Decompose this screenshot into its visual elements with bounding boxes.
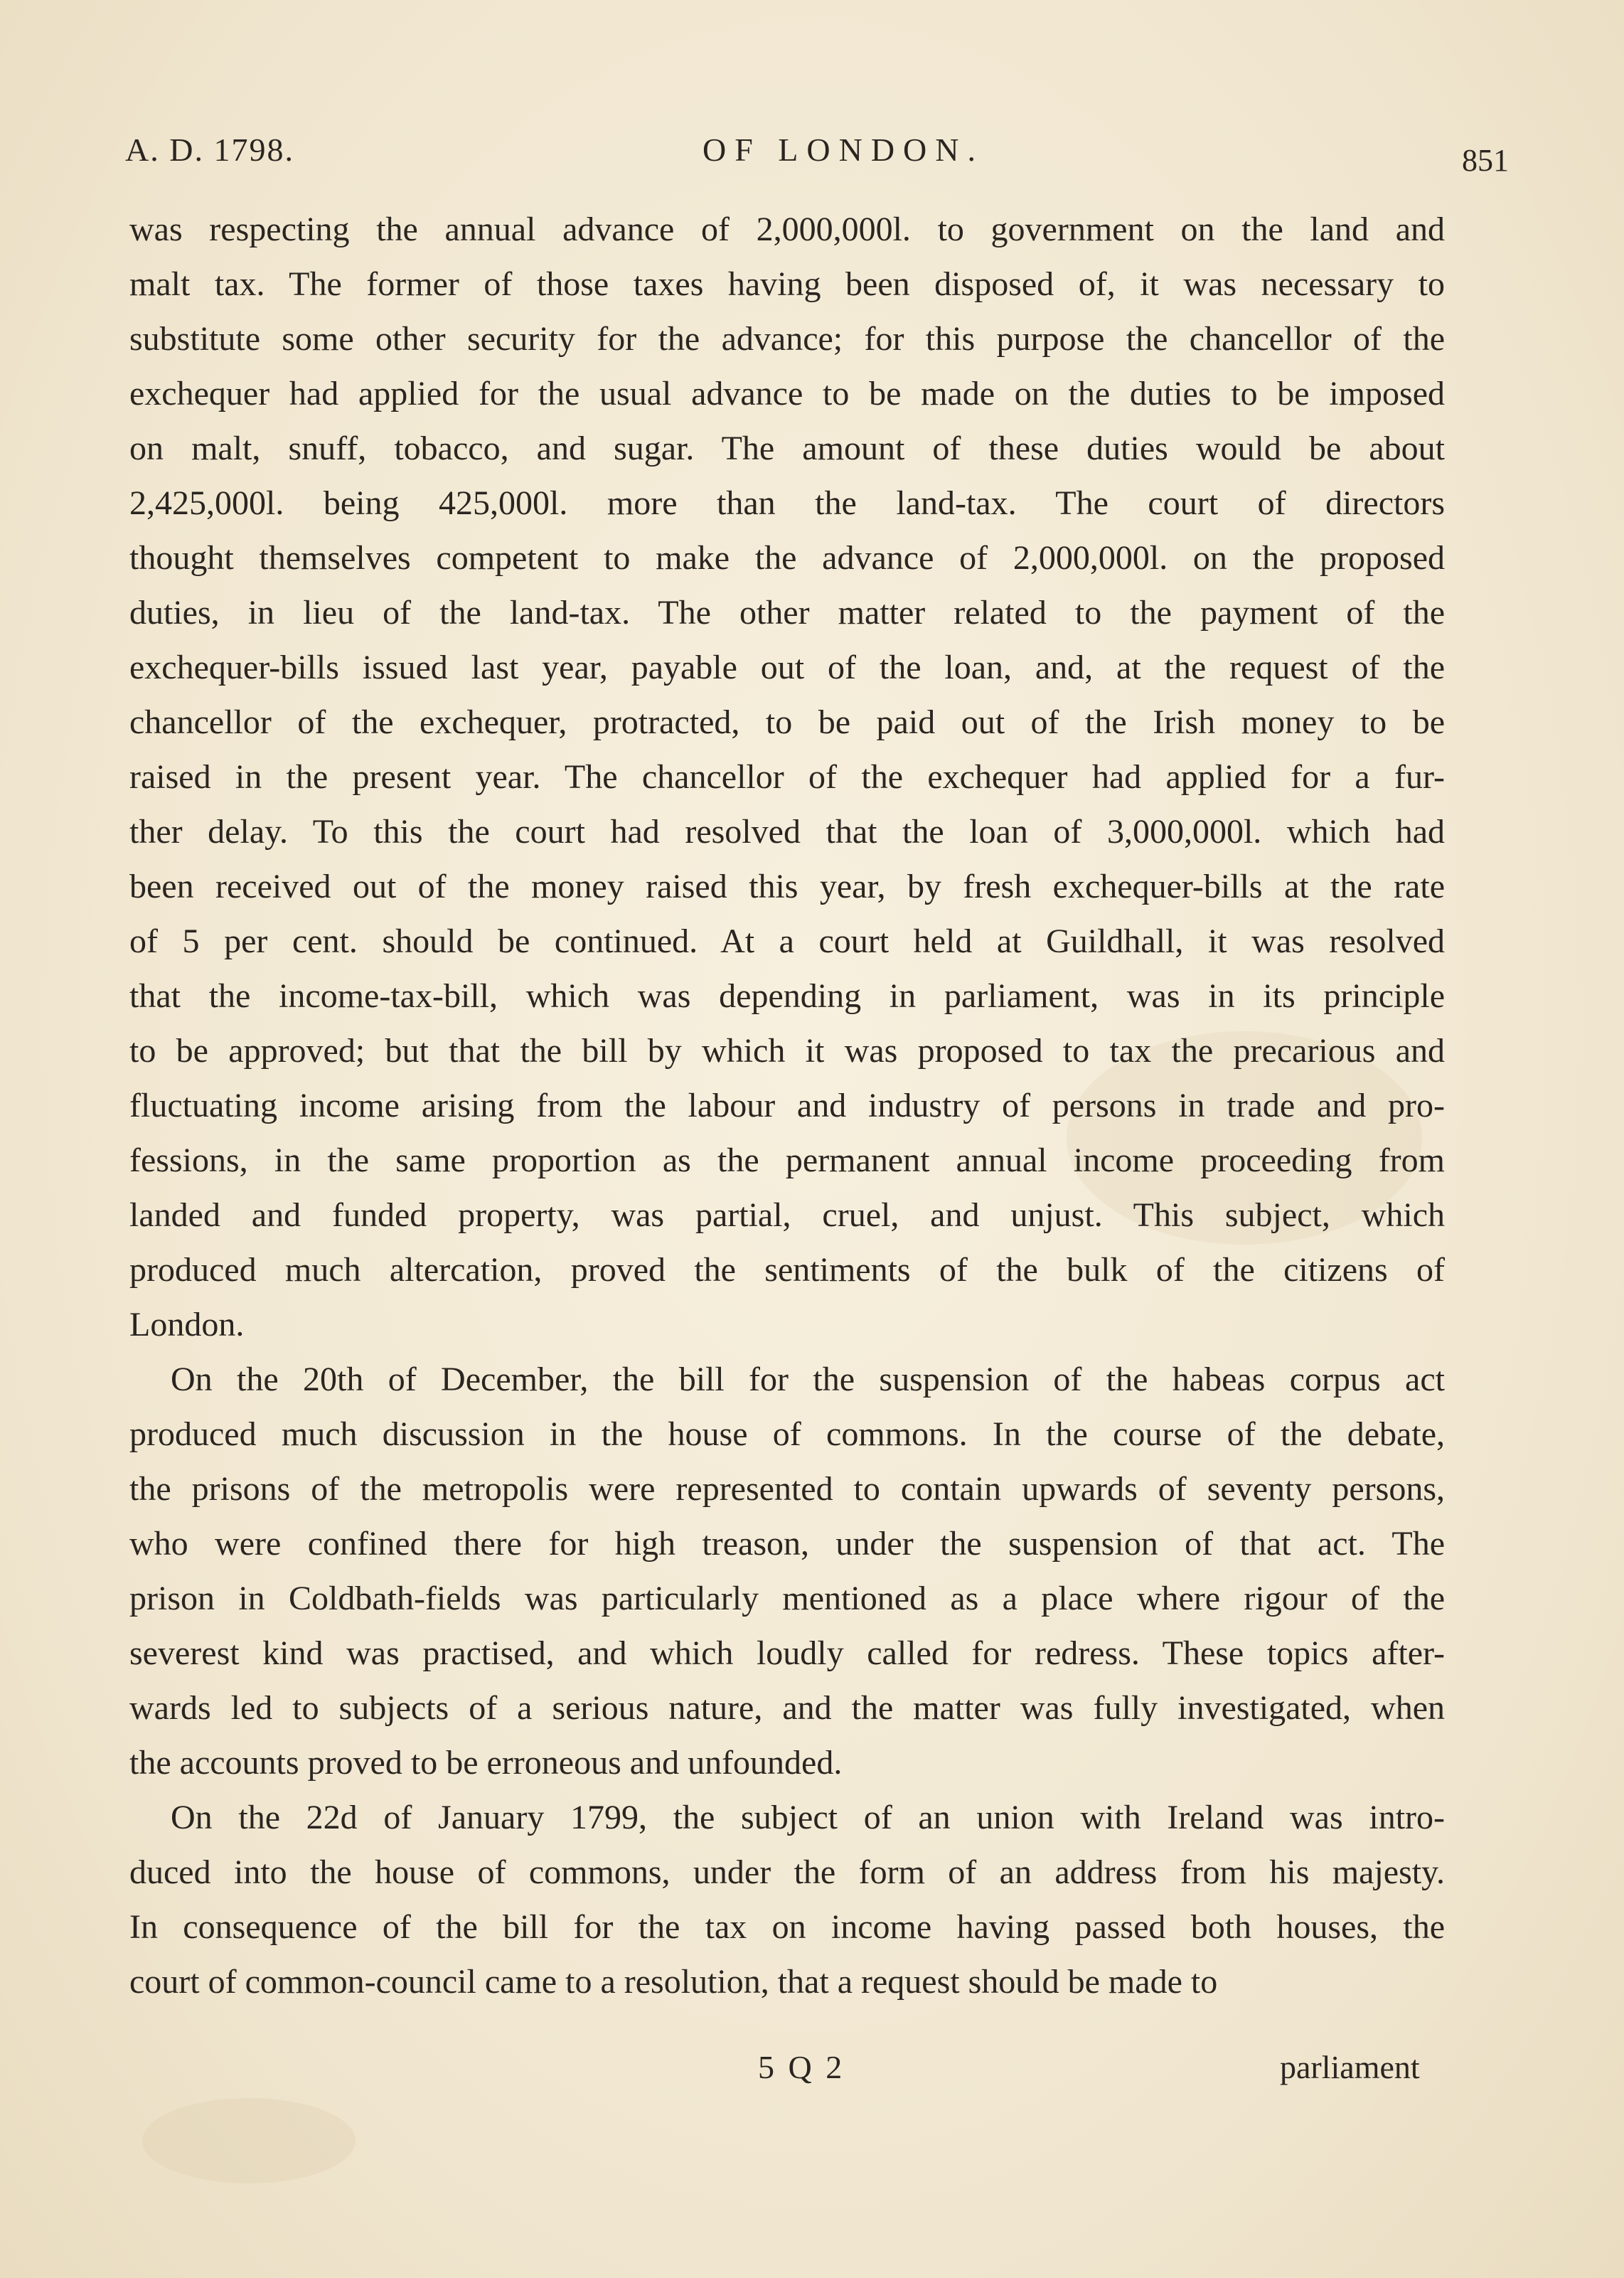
text-line: On the 20th of December, the bill for the suspension of the habeas corpus act: [171, 1361, 1445, 1398]
text-line: was respecting the annual advance of 2,000,000l. to government on the land and: [129, 211, 1445, 248]
text-line: produced much discussion in the house of commons. In the course of the debate,: [129, 1415, 1445, 1453]
text-line: court of common-council came to a resolution, that a request should be made to: [129, 1963, 1218, 2001]
running-head-title: OF LONDON.: [703, 132, 984, 168]
text-line: 2,425,000l. being 425,000l. more than the land-tax. The court of directors: [129, 484, 1445, 522]
text-line: produced much altercation, proved the sentiments of the bulk of the citizens of: [129, 1251, 1445, 1289]
paragraph: [129, 202, 1445, 1352]
text-line: substitute some other security for the advance; for this purpose the chancellor of the: [129, 320, 1445, 358]
text-line: thought themselves competent to make the advance of 2,000,000l. on the proposed: [129, 539, 1445, 577]
text-line: the accounts proved to be erroneous and unfounded.: [129, 1744, 843, 1782]
text-line: severest kind was practised, and which loudly called for redress. These topics after-: [129, 1634, 1445, 1672]
text-line: that the income-tax-bill, which was depending in parliament, was in its principle: [129, 977, 1445, 1015]
text-line: duties, in lieu of the land-tax. The other matter related to the payment of the: [129, 594, 1445, 632]
text-line: to be approved; but that the bill by which it was proposed to tax the precarious and: [129, 1032, 1445, 1070]
text-line: fessions, in the same proportion as the permanent annual income proceeding from: [129, 1141, 1445, 1179]
signature-mark: 5 Q 2: [758, 2049, 845, 2085]
text-line: who were confined there for high treason, under the suspension of that act. The: [129, 1525, 1445, 1563]
page-number: 851: [1462, 143, 1509, 178]
text-line: In consequence of the bill for the tax on income having passed both houses, the: [129, 1908, 1445, 1946]
text-line: malt tax. The former of those taxes having been disposed of, it was necessary to: [129, 265, 1445, 303]
paper-stain: [142, 2098, 356, 2183]
running-head-date: A. D. 1798.: [125, 132, 294, 168]
text-line: duced into the house of commons, under the form of an address from his majesty.: [129, 1853, 1445, 1891]
text-body: [129, 202, 1445, 2009]
paragraph: [129, 1352, 1445, 1790]
text-line: On the 22d of January 1799, the subject of an union with Ireland was intro-: [171, 1799, 1445, 1836]
text-line: raised in the present year. The chancellor of the exchequer had applied for a fur-: [129, 758, 1445, 796]
paragraph: [129, 1790, 1445, 2009]
text-line: the prisons of the metropolis were represented to contain upwards of seventy persons,: [129, 1470, 1445, 1508]
text-line: exchequer-bills issued last year, payable out of the loan, and, at the request of the: [129, 649, 1445, 686]
catchword: parliament: [1280, 2049, 1420, 2085]
text-line: prison in Coldbath-fields was particularly mentioned as a place where rigour of the: [129, 1580, 1445, 1617]
text-line: London.: [129, 1306, 245, 1343]
text-line: exchequer had applied for the usual advance to be made on the duties to be imposed: [129, 375, 1445, 413]
text-line: on malt, snuff, tobacco, and sugar. The amount of these duties would be about: [129, 430, 1445, 467]
text-line: fluctuating income arising from the labour and industry of persons in trade and pro-: [129, 1087, 1445, 1124]
text-line: ther delay. To this the court had resolved that the loan of 3,000,000l. which had: [129, 813, 1445, 851]
text-line: been received out of the money raised this year, by fresh exchequer-bills at the rate: [129, 868, 1445, 905]
text-line: of 5 per cent. should be continued. At a court held at Guildhall, it was resolved: [129, 922, 1445, 960]
text-line: landed and funded property, was partial, cruel, and unjust. This subject, which: [129, 1196, 1445, 1234]
running-head: [125, 127, 1509, 183]
text-line: wards led to subjects of a serious nature, and the matter was fully investigated, when: [129, 1689, 1445, 1727]
text-line: chancellor of the exchequer, protracted, to be paid out of the Irish money to be: [129, 703, 1445, 741]
